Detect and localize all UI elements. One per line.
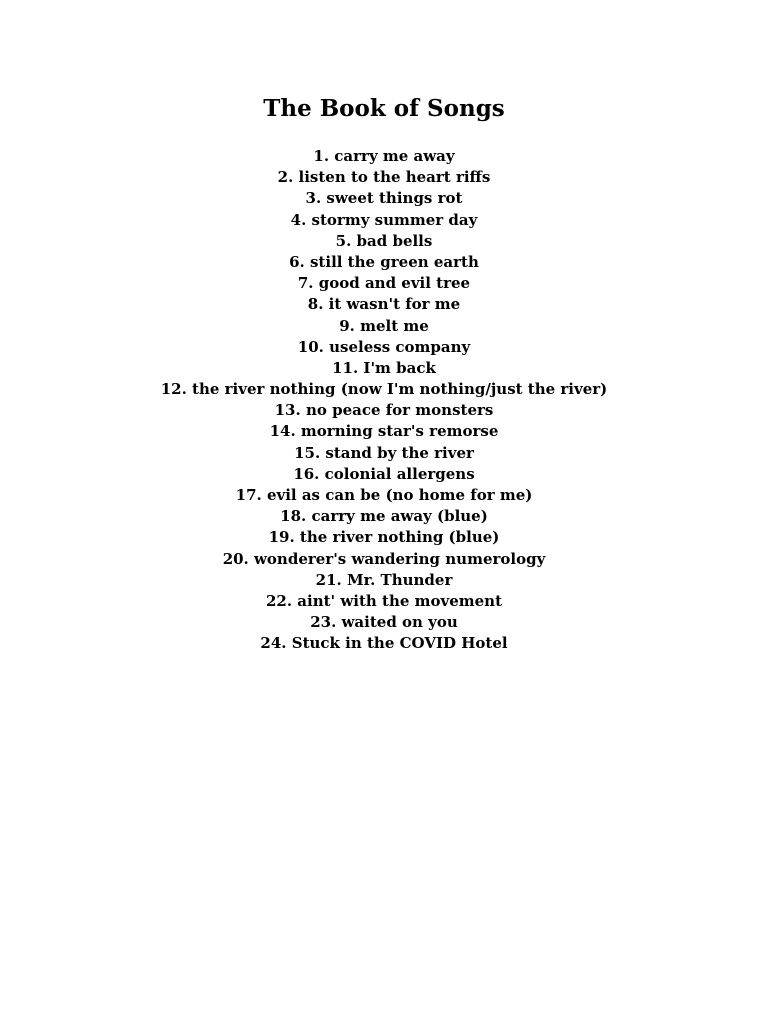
song-list-item: 7. good and evil tree	[297, 274, 471, 293]
song-list-item: 24. Stuck in the COVID Hotel	[260, 634, 508, 653]
song-list	[0, 146, 768, 655]
song-list-item: 8. it wasn't for me	[307, 295, 461, 314]
song-list-item: 20. wonderer's wandering numerology	[222, 549, 546, 568]
song-list-item: 22. aint' with the movement	[265, 591, 503, 610]
song-list-item: 19. the river nothing (blue)	[268, 528, 500, 547]
song-list-item: 17. evil as can be (no home for me)	[235, 486, 533, 504]
song-list-item: 4. stormy summer day	[290, 210, 478, 229]
song-list-item: 10. useless company	[297, 337, 471, 356]
song-list-item: 12. the river nothing (now I'm nothing/just the river)	[160, 380, 608, 399]
song-list-item: 23. waited on you	[310, 613, 458, 632]
song-list-item: 14. morning star's remorse	[269, 422, 499, 441]
song-list-item: 3. sweet things rot	[305, 189, 463, 208]
song-list-item: 5. bad bells	[335, 231, 433, 250]
song-list-item: 16. colonial allergens	[293, 464, 475, 483]
song-list-item: 9. melt me	[339, 316, 429, 335]
song-list-item: 15. stand by the river	[294, 443, 474, 462]
song-list-item: 1. carry me away	[313, 147, 455, 165]
song-list-item: 13. no peace for monsters	[274, 401, 494, 420]
song-list-item: 11. I'm back	[332, 358, 436, 377]
document-title: The Book of Songs	[263, 95, 505, 122]
song-list-item: 21. Mr. Thunder	[315, 570, 453, 589]
song-list-item: 18. carry me away (blue)	[280, 507, 488, 526]
song-list-item: 2. listen to the heart riffs	[277, 168, 491, 187]
song-list-item: 6. still the green earth	[289, 252, 479, 271]
